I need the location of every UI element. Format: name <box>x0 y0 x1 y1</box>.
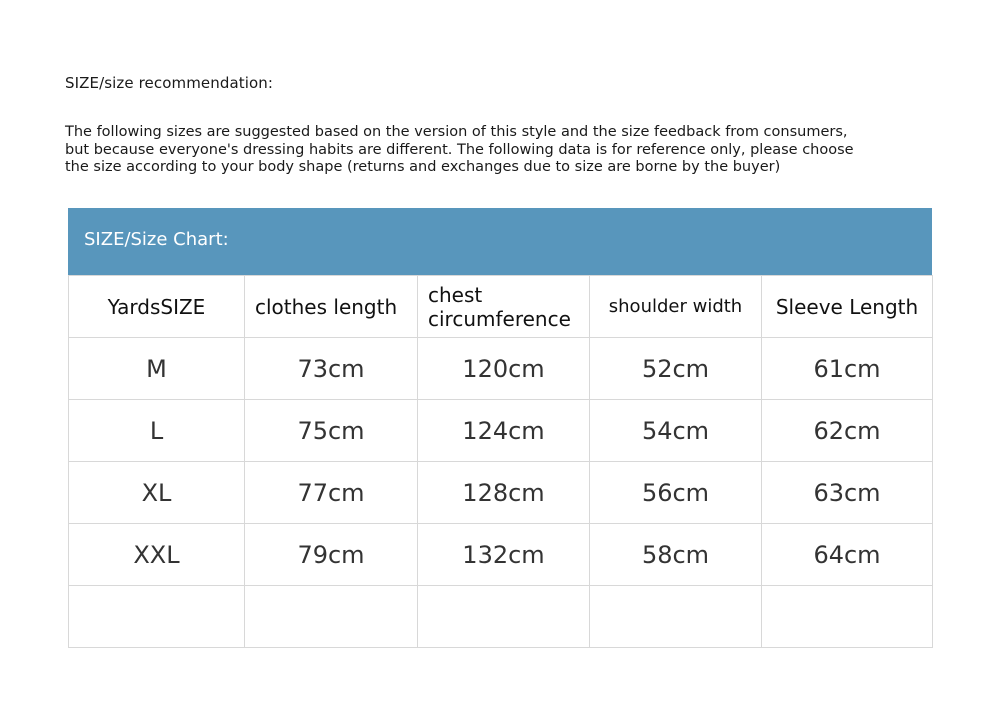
size-recommendation-text <box>65 124 945 177</box>
intro-line: The following sizes are suggested based on the version of this style and the size feedback from consumers, <box>65 124 848 140</box>
column-header-size: YardsSIZE <box>69 276 245 338</box>
column-header-chest-circumference: chest circumference <box>418 276 590 338</box>
table-row <box>69 338 933 400</box>
empty-cell <box>69 586 245 648</box>
size-cell: XXL <box>69 524 245 586</box>
size-recommendation-heading: SIZE/size recommendation: <box>65 74 274 92</box>
intro-line: but because everyone's dressing habits are different. The following data is for reference only, please choose <box>65 141 854 158</box>
size-cell: L <box>69 400 245 462</box>
table-row <box>69 524 933 586</box>
size-cell: M <box>69 338 245 400</box>
table-row <box>69 400 933 462</box>
sleeve-cell: 64cm <box>762 524 933 586</box>
chest-cell: 128cm <box>418 462 590 524</box>
chest-cell: 124cm <box>418 400 590 462</box>
empty-table-row <box>69 586 933 648</box>
empty-cell <box>590 586 762 648</box>
size-chart-banner <box>68 208 932 275</box>
clothes-length-cell: 79cm <box>245 524 418 586</box>
clothes-length-cell: 77cm <box>245 462 418 524</box>
size-chart-table <box>68 275 933 648</box>
column-header-clothes-length: clothes length <box>245 276 418 338</box>
column-header-shoulder-width: shoulder width <box>590 276 762 338</box>
size-chart-title: SIZE/Size Chart: <box>84 229 229 250</box>
shoulder-cell: 56cm <box>590 462 762 524</box>
empty-cell <box>762 586 933 648</box>
sleeve-cell: 63cm <box>762 462 933 524</box>
sleeve-cell: 61cm <box>762 338 933 400</box>
chest-cell: 120cm <box>418 338 590 400</box>
shoulder-cell: 52cm <box>590 338 762 400</box>
chest-cell: 132cm <box>418 524 590 586</box>
shoulder-cell: 54cm <box>590 400 762 462</box>
size-cell: XL <box>69 462 245 524</box>
clothes-length-cell: 73cm <box>245 338 418 400</box>
shoulder-cell: 58cm <box>590 524 762 586</box>
table-row <box>69 462 933 524</box>
sleeve-cell: 62cm <box>762 400 933 462</box>
clothes-length-cell: 75cm <box>245 400 418 462</box>
empty-cell <box>245 586 418 648</box>
table-header-row <box>69 276 933 338</box>
column-header-sleeve-length: Sleeve Length <box>762 276 933 338</box>
intro-line: the size according to your body shape (returns and exchanges due to size are borne by the buyer) <box>65 159 781 175</box>
empty-cell <box>418 586 590 648</box>
